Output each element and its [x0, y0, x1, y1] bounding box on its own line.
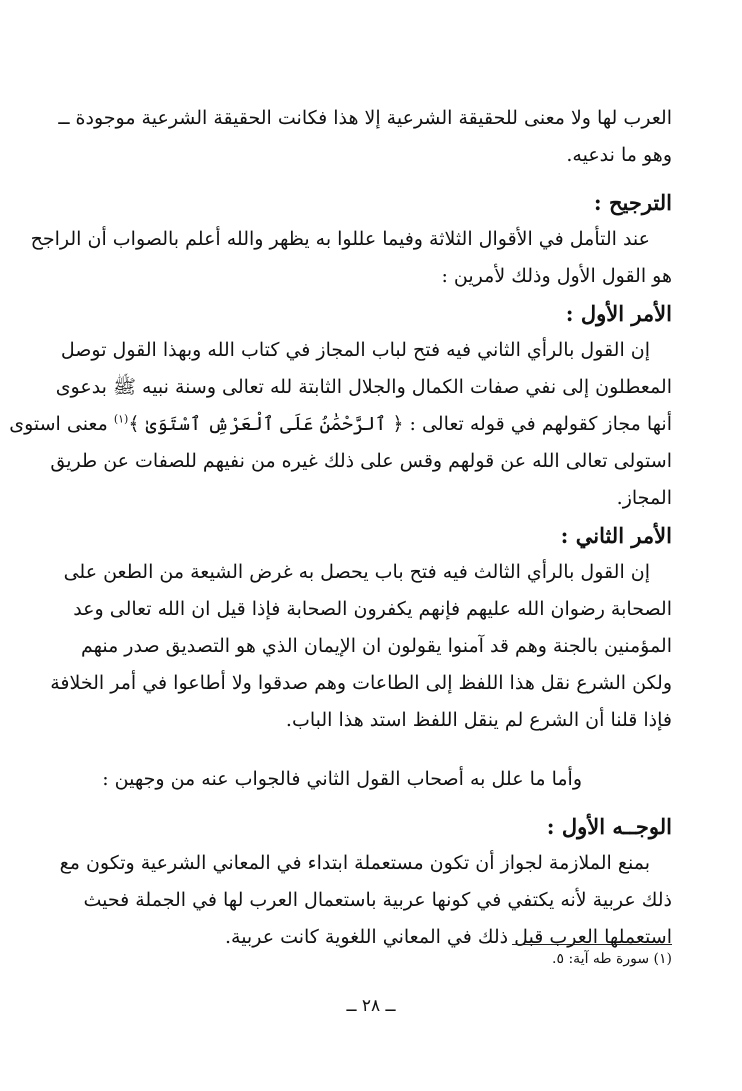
text-line: استعملها العرب قبل ذلك في المعاني اللغوية كانت عربية. [224, 926, 672, 948]
heading-first-aspect: الوجــه الأول : [546, 814, 672, 839]
text-line: المجاز. [616, 487, 672, 509]
footnote-divider [512, 944, 672, 945]
text-line: ذلك عربية لأنه يكتفي في كونها عربية باستعمال العرب لها في الجملة فحيث [83, 889, 672, 911]
quran-verse: ﴿ ٱلرَّحْمَٰنُ عَلَى ٱلْعَرْشِ ٱسْتَوَىٰ ﴾ [128, 413, 404, 435]
text-line: وهو ما ندعيه. [566, 144, 672, 166]
text-line: استولى تعالى الله عن قولهم وقس على ذلك غيره من نفيهم للصفات عن طريق [50, 450, 672, 472]
text-line: وأما ما علل به أصحاب القول الثاني فالجواب عنه من وجهين : [102, 768, 582, 790]
text-line: الصحابة رضوان الله عليهم فإنهم يكفرون الصحابة فإذا قيل ان الله تعالى وعد [73, 598, 672, 620]
text-line: إن القول بالرأي الثاني فيه فتح لباب المجاز في كتاب الله وبهذا القول توصل [60, 339, 650, 361]
footnote-area [48, 944, 672, 971]
text-line: المعطلون إلى نفي صفات الكمال والجلال الثابتة لله تعالى وسنة نبيه ﷺ بدعوى [55, 376, 672, 398]
text-line: إن القول بالرأي الثالث فيه فتح باب يحصل به غرض الشيعة من الطعن على [63, 561, 650, 583]
text-line: ولكن الشرع نقل هذا اللفظ إلى الطاعات وهم صدقوا ولا أطاعوا في أمر الخلافة [50, 672, 672, 694]
footnote: (١) سورة طه آية: ٥. [552, 951, 672, 967]
heading-first-matter: الأمر الأول : [565, 301, 672, 326]
text-segment: معنى استوى [9, 413, 114, 435]
text-line: فإذا قلنا أن الشرع لم ينقل اللفظ استد هذا الباب. [285, 709, 672, 731]
page-body [9, 100, 672, 956]
text-segment: أنها مجاز كقولهم في قوله تعالى : [403, 413, 672, 435]
footnote-reference: (١) [113, 412, 129, 426]
page-number: ــ ٢٨ ــ [346, 996, 396, 1016]
text-line: العرب لها ولا معنى للحقيقة الشرعية إلا هذا فكانت الحقيقة الشرعية موجودة ــ [58, 107, 672, 129]
text-line-with-verse [9, 406, 672, 443]
text-line: هو القول الأول وذلك لأمرين : [441, 265, 672, 287]
text-line: المؤمنين بالجنة وهم قد آمنوا يقولون ان الإيمان الذي هو التصديق صدر منهم [80, 635, 672, 657]
heading-tarjih: الترجيح : [593, 190, 672, 215]
text-line: عند التأمل في الأقوال الثلاثة وفيما عللوا به يظهر والله أعلم بالصواب أن الراجح [30, 228, 650, 250]
text-line: بمنع الملازمة لجواز أن تكون مستعملة ابتداء في المعاني الشرعية وتكون مع [59, 852, 650, 874]
heading-second-matter: الأمر الثاني : [560, 523, 672, 548]
